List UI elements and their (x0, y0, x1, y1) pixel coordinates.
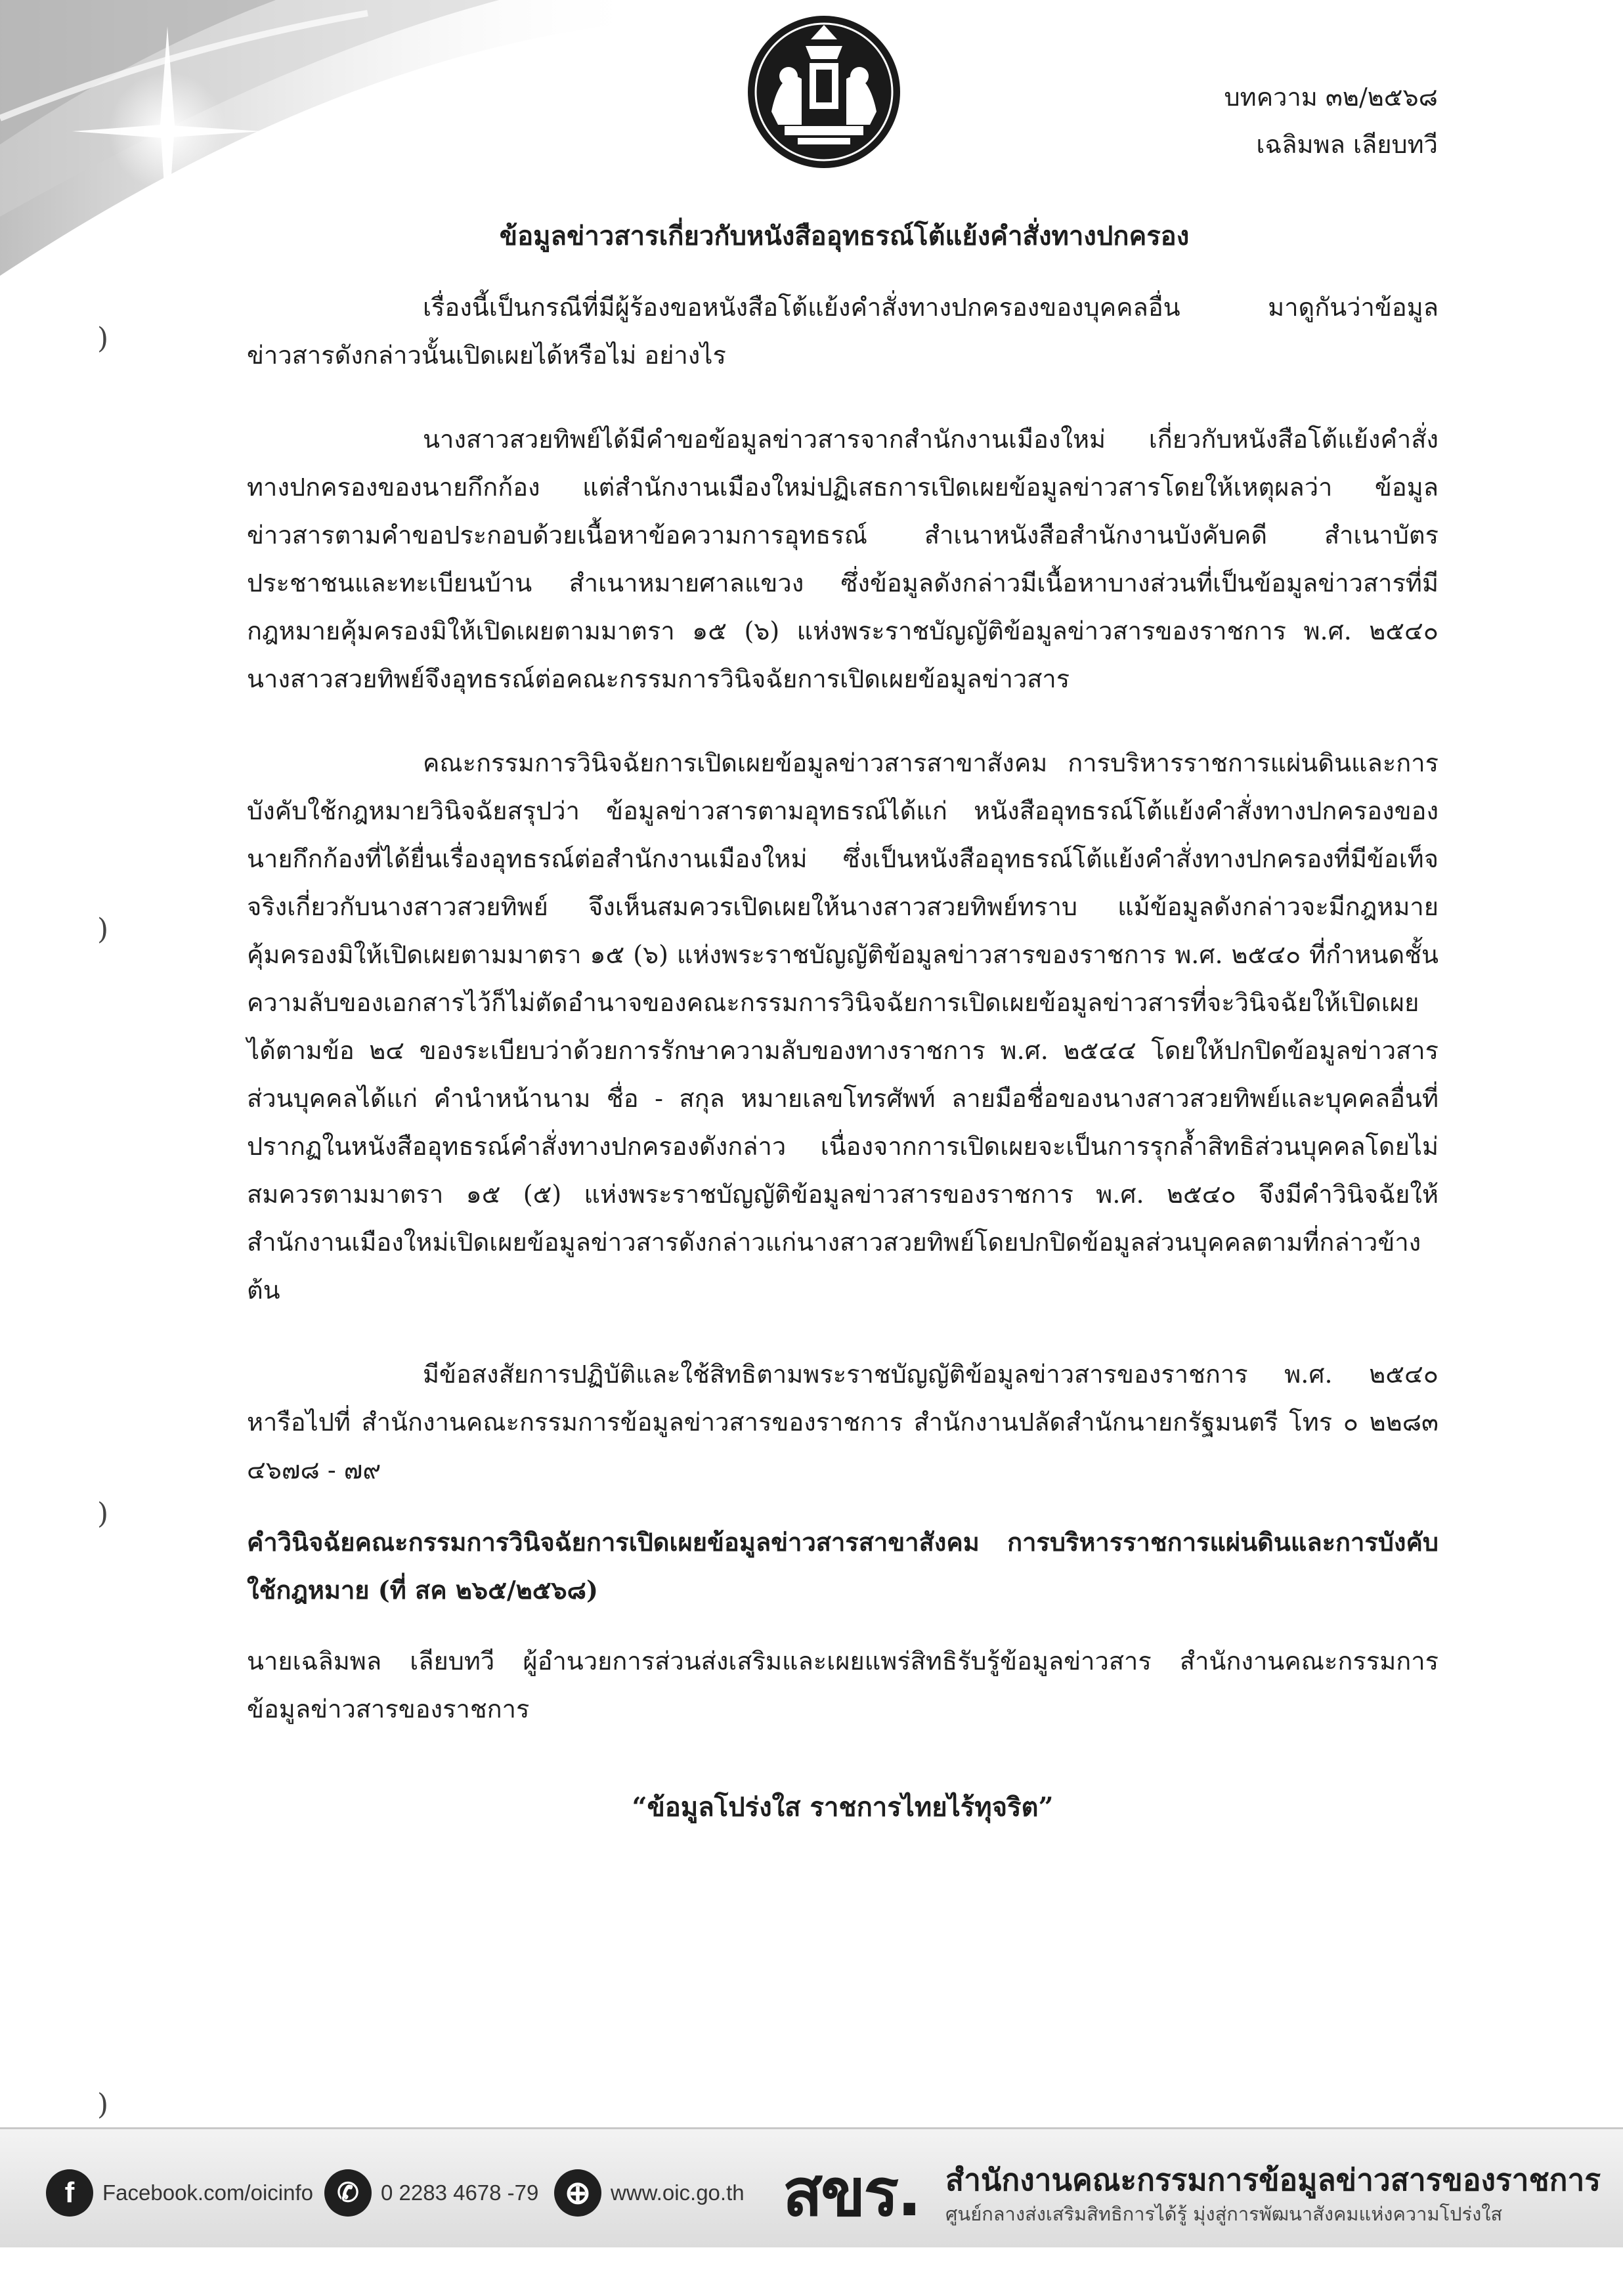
footer-website[interactable] (554, 2167, 745, 2219)
oic-brand-mark: สขร. (783, 2154, 920, 2231)
phone-icon: ✆ (324, 2169, 372, 2217)
margin-scan-mark: ) (97, 322, 109, 355)
document-title: ข้อมูลข่าวสารเกี่ยวกับหนังสืออุทธรณ์โต้แย้งคำสั่งทางปกครอง (499, 221, 1190, 251)
contact-paragraph: มีข้อสงสัยการปฏิบัติและใช้สิทธิตามพระราชบัญญัติข้อมูลข่าวสารของราชการ พ.ศ. ๒๕๔๐ หารือไปที่ สำนักงานคณะกรรมการข้อมูลข่าวสารของราชการ สำนักงานปลัดสำนักนายกรัฐมนตรี โทร ๐ ๒๒๘๓ ๔๖๗๘ - ๗๙ (247, 1360, 1439, 1484)
article-meta (1224, 74, 1438, 168)
facebook-link[interactable]: Facebook.com/oicinfo (102, 2180, 313, 2205)
margin-scan-mark: ) (97, 2088, 109, 2121)
decision-paragraph: คณะกรรมการวินิจฉัยการเปิดเผยข้อมูลข่าวสารสาขาสังคม การบริหารราชการแผ่นดินและการบังคับใช้กฎหมายวินิจฉัยสรุปว่า ข้อมูลข่าวสารตามอุทธรณ์ได้แก่ หนังสืออุทธรณ์โต้แย้งคำสั่งทางปกครองของนายกึกก้องที่ได้ยื่นเรื่องอุทธรณ์ต่อสำนักงานเมืองใหม่ ซึ่งเป็นหนังสืออุทธรณ์โต้แย้งคำสั่งทางปกครองที่มีข้อเท็จจริงเกี่ยวกับนางสาวสวยทิพย์ จึงเห็นสมควรเปิดเผยให้นางสาวสวยทิพย์ทราบ แม้ข้อมูลดังกล่าวจะมีกฎหมายคุ้มครองมิให้เปิดเผยตามมาตรา ๑๕ (๖) แห่งพระราชบัญญัติข้อมูลข่าวสารของราชการ พ.ศ. ๒๕๔๐ ที่กำหนดชั้นความลับของเอกสารไว้ก็ไม่ตัดอำนาจของคณะกรรมการวินิจฉัยการเปิดเผยข้อมูลข่าวสารที่จะวินิจฉัยให้เปิดเผยได้ตามข้อ ๒๔ ของระเบียบว่าด้วยการรักษาความลับของทางราชการ พ.ศ. ๒๕๔๔ โดยให้ปกปิดข้อมูลข่าวสารส่วนบุคคลได้แก่ คำนำหน้านาม ชื่อ - สกุล หมายเลขโทรศัพท์ ลายมือชื่อของนางสาวสวยทิพย์และบุคคลอื่นที่ปรากฏในหนังสืออุทธรณ์คำสั่งทางปกครองดังกล่าว เนื่องจากการเปิดเผยจะเป็นการรุกล้ำสิทธิส่วนบุคคลโดยไม่สมควรตามมาตรา ๑๕ (๕) แห่งพระราชบัญญัติข้อมูลข่าวสารของราชการ พ.ศ. ๒๕๔๐ จึงมีคำวินิจฉัยให้สำนักงานเมืองใหม่เปิดเผยข้อมูลข่าวสารดังกล่าวแก่นางสาวสวยทิพย์โดยปกปิดข้อมูลส่วนบุคคลตามที่กล่าวข้างต้น (247, 748, 1439, 1305)
decision-reference: คำวินิจฉัยคณะกรรมการวินิจฉัยการเปิดเผยข้อมูลข่าวสารสาขาสังคม การบริหารราชการแผ่นดินและการบังคับใช้กฎหมาย (ที่ สค ๒๖๕/๒๕๖๘) (247, 1527, 1439, 1605)
website-link[interactable]: www.oic.go.th (611, 2180, 745, 2205)
phone-number[interactable]: 0 2283 4678 -79 (381, 2180, 539, 2205)
author-credit: นายเฉลิมพล เลียบทวี ผู้อำนวยการส่วนส่งเสริมและเผยแพร่สิทธิรับรู้ข้อมูลข่าวสาร สำนักงานคณะกรรมการข้อมูลข่าวสารของราชการ (247, 1647, 1439, 1723)
organization-name: สำนักงานคณะกรรมการข้อมูลข่าวสารของราชการ (945, 2162, 1601, 2198)
footer-organization (945, 2160, 1601, 2228)
globe-icon: ⊕ (554, 2169, 601, 2217)
article-body (247, 284, 1439, 1769)
intro-paragraph: เรื่องนี้เป็นกรณีที่มีผู้ร้องขอหนังสือโต้แย้งคำสั่งทางปกครองของบุคคลอื่น มาดูกันว่าข้อมูลข่าวสารดังกล่าวนั้นเปิดเผยได้หรือไม่ อย่างไร (247, 293, 1439, 370)
article-number: บทความ ๓๒/๒๕๖๘ (1224, 83, 1438, 112)
footer-phone[interactable] (324, 2167, 538, 2219)
slogan: “ข้อมูลโปร่งใส ราชการไทยไร้ทุจริต” (632, 1792, 1054, 1823)
margin-scan-mark: ) (97, 913, 109, 946)
article-author: เฉลิมพล เลียบทวี (1256, 130, 1438, 159)
footer-facebook[interactable] (46, 2167, 313, 2219)
oic-emblem (745, 13, 903, 171)
facebook-icon: f (46, 2169, 93, 2217)
organization-tagline: ศูนย์กลางส่งเสริมสิทธิการได้รู้ มุ่งสู่การพัฒนาสังคมแห่งความโปร่งใส (945, 2203, 1503, 2225)
margin-scan-mark: ) (97, 1497, 109, 1530)
facts-paragraph: นางสาวสวยทิพย์ได้มีคำขอข้อมูลข่าวสารจากสำนักงานเมืองใหม่ เกี่ยวกับหนังสือโต้แย้งคำสั่งทางปกครองของนายกึกก้อง แต่สำนักงานเมืองใหม่ปฏิเสธการเปิดเผยข้อมูลข่าวสารโดยให้เหตุผลว่า ข้อมูลข่าวสารตามคำขอประกอบด้วยเนื้อหาข้อความการอุทธรณ์ สำเนาหนังสือสำนักงานบังคับคดี สำเนาบัตรประชาชนและทะเบียนบ้าน สำเนาหมายศาลแขวง ซึ่งข้อมูลดังกล่าวมีเนื้อหาบางส่วนที่เป็นข้อมูลข่าวสารที่มีกฎหมายคุ้มครองมิให้เปิดเผยตามมาตรา ๑๕ (๖) แห่งพระราชบัญญัติข้อมูลข่าวสารของราชการ พ.ศ. ๒๕๔๐ นางสาวสวยทิพย์จึงอุทธรณ์ต่อคณะกรรมการวินิจฉัยการเปิดเผยข้อมูลข่าวสาร (247, 425, 1439, 693)
